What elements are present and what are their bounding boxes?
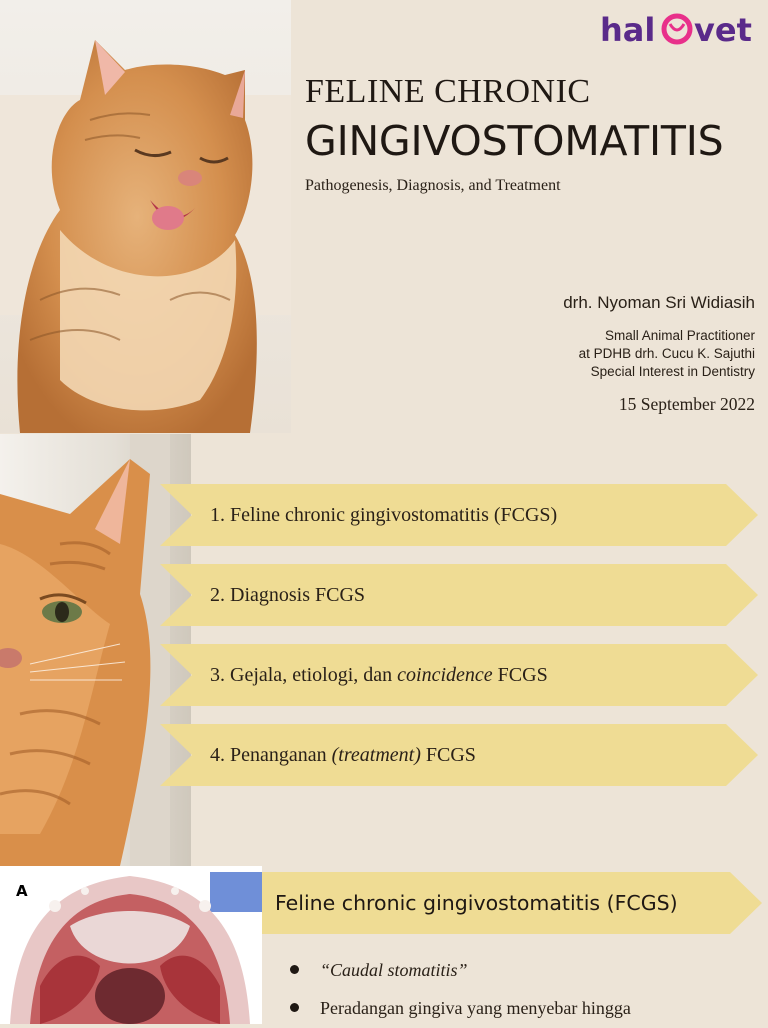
agenda-item-label: 2. Diagnosis FCGS [210,584,366,606]
bullet-dot [290,1003,299,1012]
agenda-item [160,644,758,706]
agenda-item [160,724,758,786]
cat-mouth-photo [0,866,262,1024]
agenda-item [160,484,758,546]
subtitle: Pathogenesis, Diagnosis, and Treatment [305,177,561,194]
bullet-dot [290,965,299,974]
bullet-text: Peradangan gingiva yang menyebar hingga [320,998,631,1018]
agenda-item-label: 3. Gejala, etiologi, dan coincidence FCGS [210,664,548,686]
role-line: at PDHB drh. Cucu K. Sajuthi [578,346,755,361]
logo-text-left: hal [600,11,656,49]
halovet-logo [598,8,764,50]
figure-label: A [16,882,28,900]
author-name: drh. Nyoman Sri Widiasih [563,293,755,312]
agenda-item-label: 4. Penanganan (treatment) FCGS [210,744,476,766]
logo-text-right: vet [694,11,752,49]
agenda-item-label: 1. Feline chronic gingivostomatitis (FCGS) [210,504,558,526]
cat-yawning-photo [0,0,291,433]
agenda-item [160,564,758,626]
title-line-1: FELINE CHRONIC [305,73,591,110]
title-line-2: GINGIVOSTOMATITIS [305,117,724,165]
role-line: Small Animal Practitioner [604,328,755,343]
role-line: Special Interest in Dentistry [590,364,755,379]
bullet-item [290,960,468,981]
section-heading: Feline chronic gingivostomatitis (FCGS) [275,891,678,915]
presentation-date: 15 September 2022 [618,394,755,414]
bullet-text: “Caudal stomatitis” [320,960,468,980]
bullet-item [290,998,631,1019]
author-role [579,327,755,381]
